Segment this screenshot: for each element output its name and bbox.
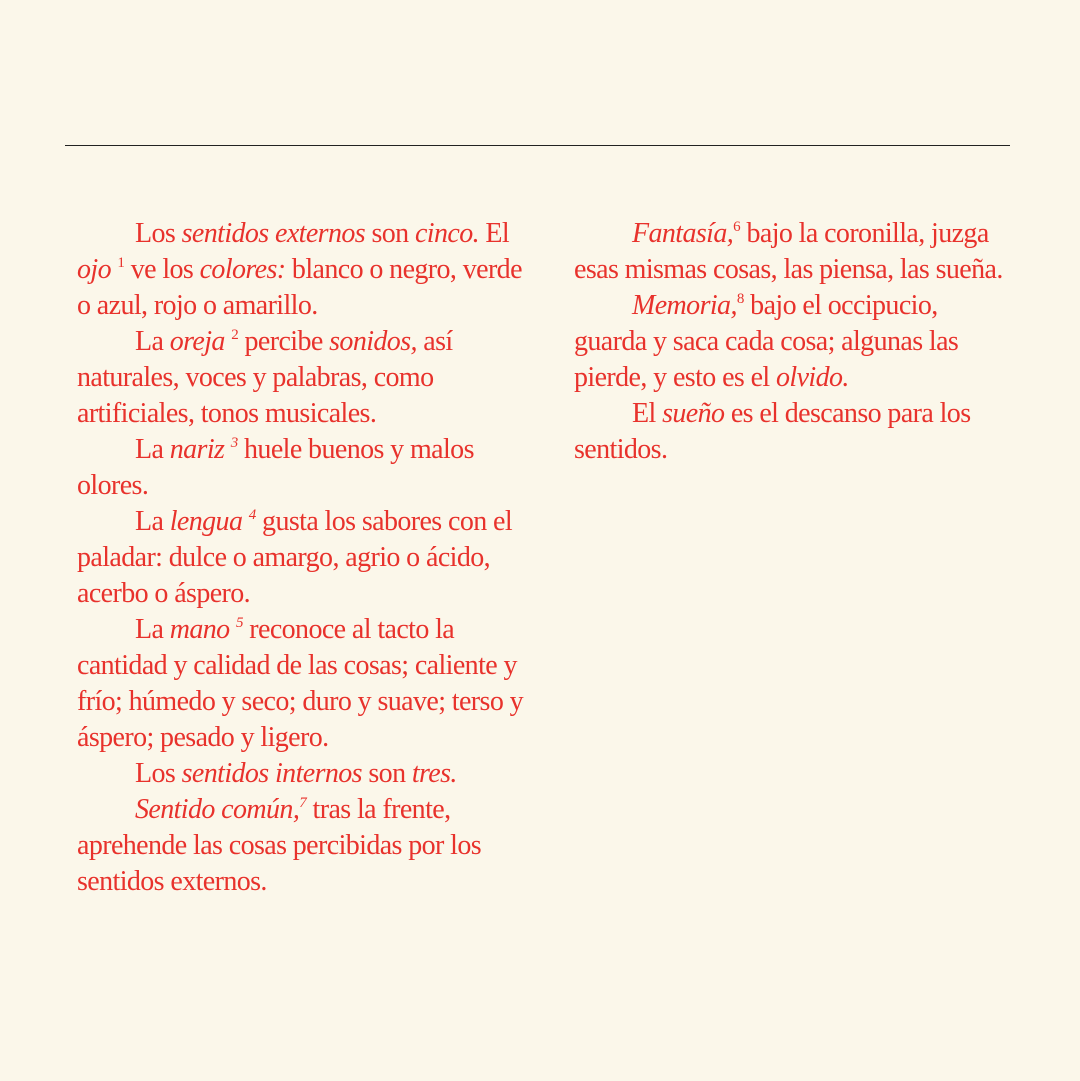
footnote-marker: 2 [231,327,239,343]
text-segment: tras la frente, aprehende las cosas percibidas por los sentidos externos. [77,794,482,897]
italic-term: sonidos, [329,326,417,357]
paragraph-ear [77,324,527,432]
paragraph-internal-senses [77,756,527,792]
header-rule [65,145,1010,146]
text-segment: La [135,326,170,357]
left-column [77,216,527,900]
text-segment: son [361,758,412,789]
text-segment: así naturales, voces y palabras, como artificiales, tonos musicales. [77,326,453,429]
text-segment: Los [135,218,182,249]
italic-term: ojo [77,254,111,285]
paragraph-sleep [574,396,1014,468]
text-segment: La [135,434,170,465]
right-column [574,216,1014,468]
italic-term: nariz [169,434,225,465]
italic-term: sueño [662,398,725,429]
text-segment: son [365,218,415,249]
italic-term: mano [169,614,230,645]
paragraph-fantasy [574,216,1014,288]
paragraph-nose [77,432,527,504]
text-segment: La [135,506,170,537]
italic-term: sentidos externos [181,218,366,249]
text-segment: huele buenos y malos olores. [77,434,474,501]
italic-term: oreja [169,326,225,357]
italic-term: olvido. [776,362,849,393]
text-segment: gusta los sabores con el paladar: dulce o amargo, agrio o ácido, acerbo o áspero. [77,506,513,609]
paragraph-tongue [77,504,527,612]
text-segment: percibe [238,326,330,357]
paragraph-memory [574,288,1014,396]
italic-term: Fantasía, [632,218,734,249]
italic-term: tres. [411,758,457,789]
text-segment: El [479,218,510,249]
italic-term: colores: [199,254,286,285]
italic-term: Sentido común, [135,794,300,825]
footnote-marker: 1 [117,255,125,271]
italic-term: Memoria, [632,290,737,321]
text-segment: bajo el occipucio, guarda y saca cada cosa; algunas las pierde, y esto es el [574,290,959,393]
footnote-marker: 4 [248,507,256,523]
italic-term: lengua [169,506,243,537]
text-segment: es el descanso para los sentidos. [574,398,971,465]
footnote-marker: 8 [736,291,744,307]
footnote-marker: 5 [235,615,243,631]
paragraph-external-senses [77,216,527,324]
italic-term: cinco. [414,218,479,249]
paragraph-hand [77,612,527,756]
footnote-marker: 6 [733,219,741,235]
text-segment: El [632,398,663,429]
text-segment: reconoce al tacto la cantidad y calidad de las cosas; caliente y frío; húmedo y seco; duro y suave; terso y áspero; pesado y ligero. [77,614,524,753]
footnote-marker: 3 [230,435,238,451]
text-segment: blanco o negro, verde o azul, rojo o amarillo. [77,254,522,321]
text-segment: bajo la coronilla, juzga esas mismas cosas, las piensa, las sueña. [574,218,1003,285]
text-segment: Los [135,758,182,789]
text-segment: La [135,614,170,645]
footnote-marker: 7 [299,795,307,811]
italic-term: sentidos internos [181,758,362,789]
paragraph-common-sense [77,792,527,900]
text-segment: ve los [124,254,200,285]
